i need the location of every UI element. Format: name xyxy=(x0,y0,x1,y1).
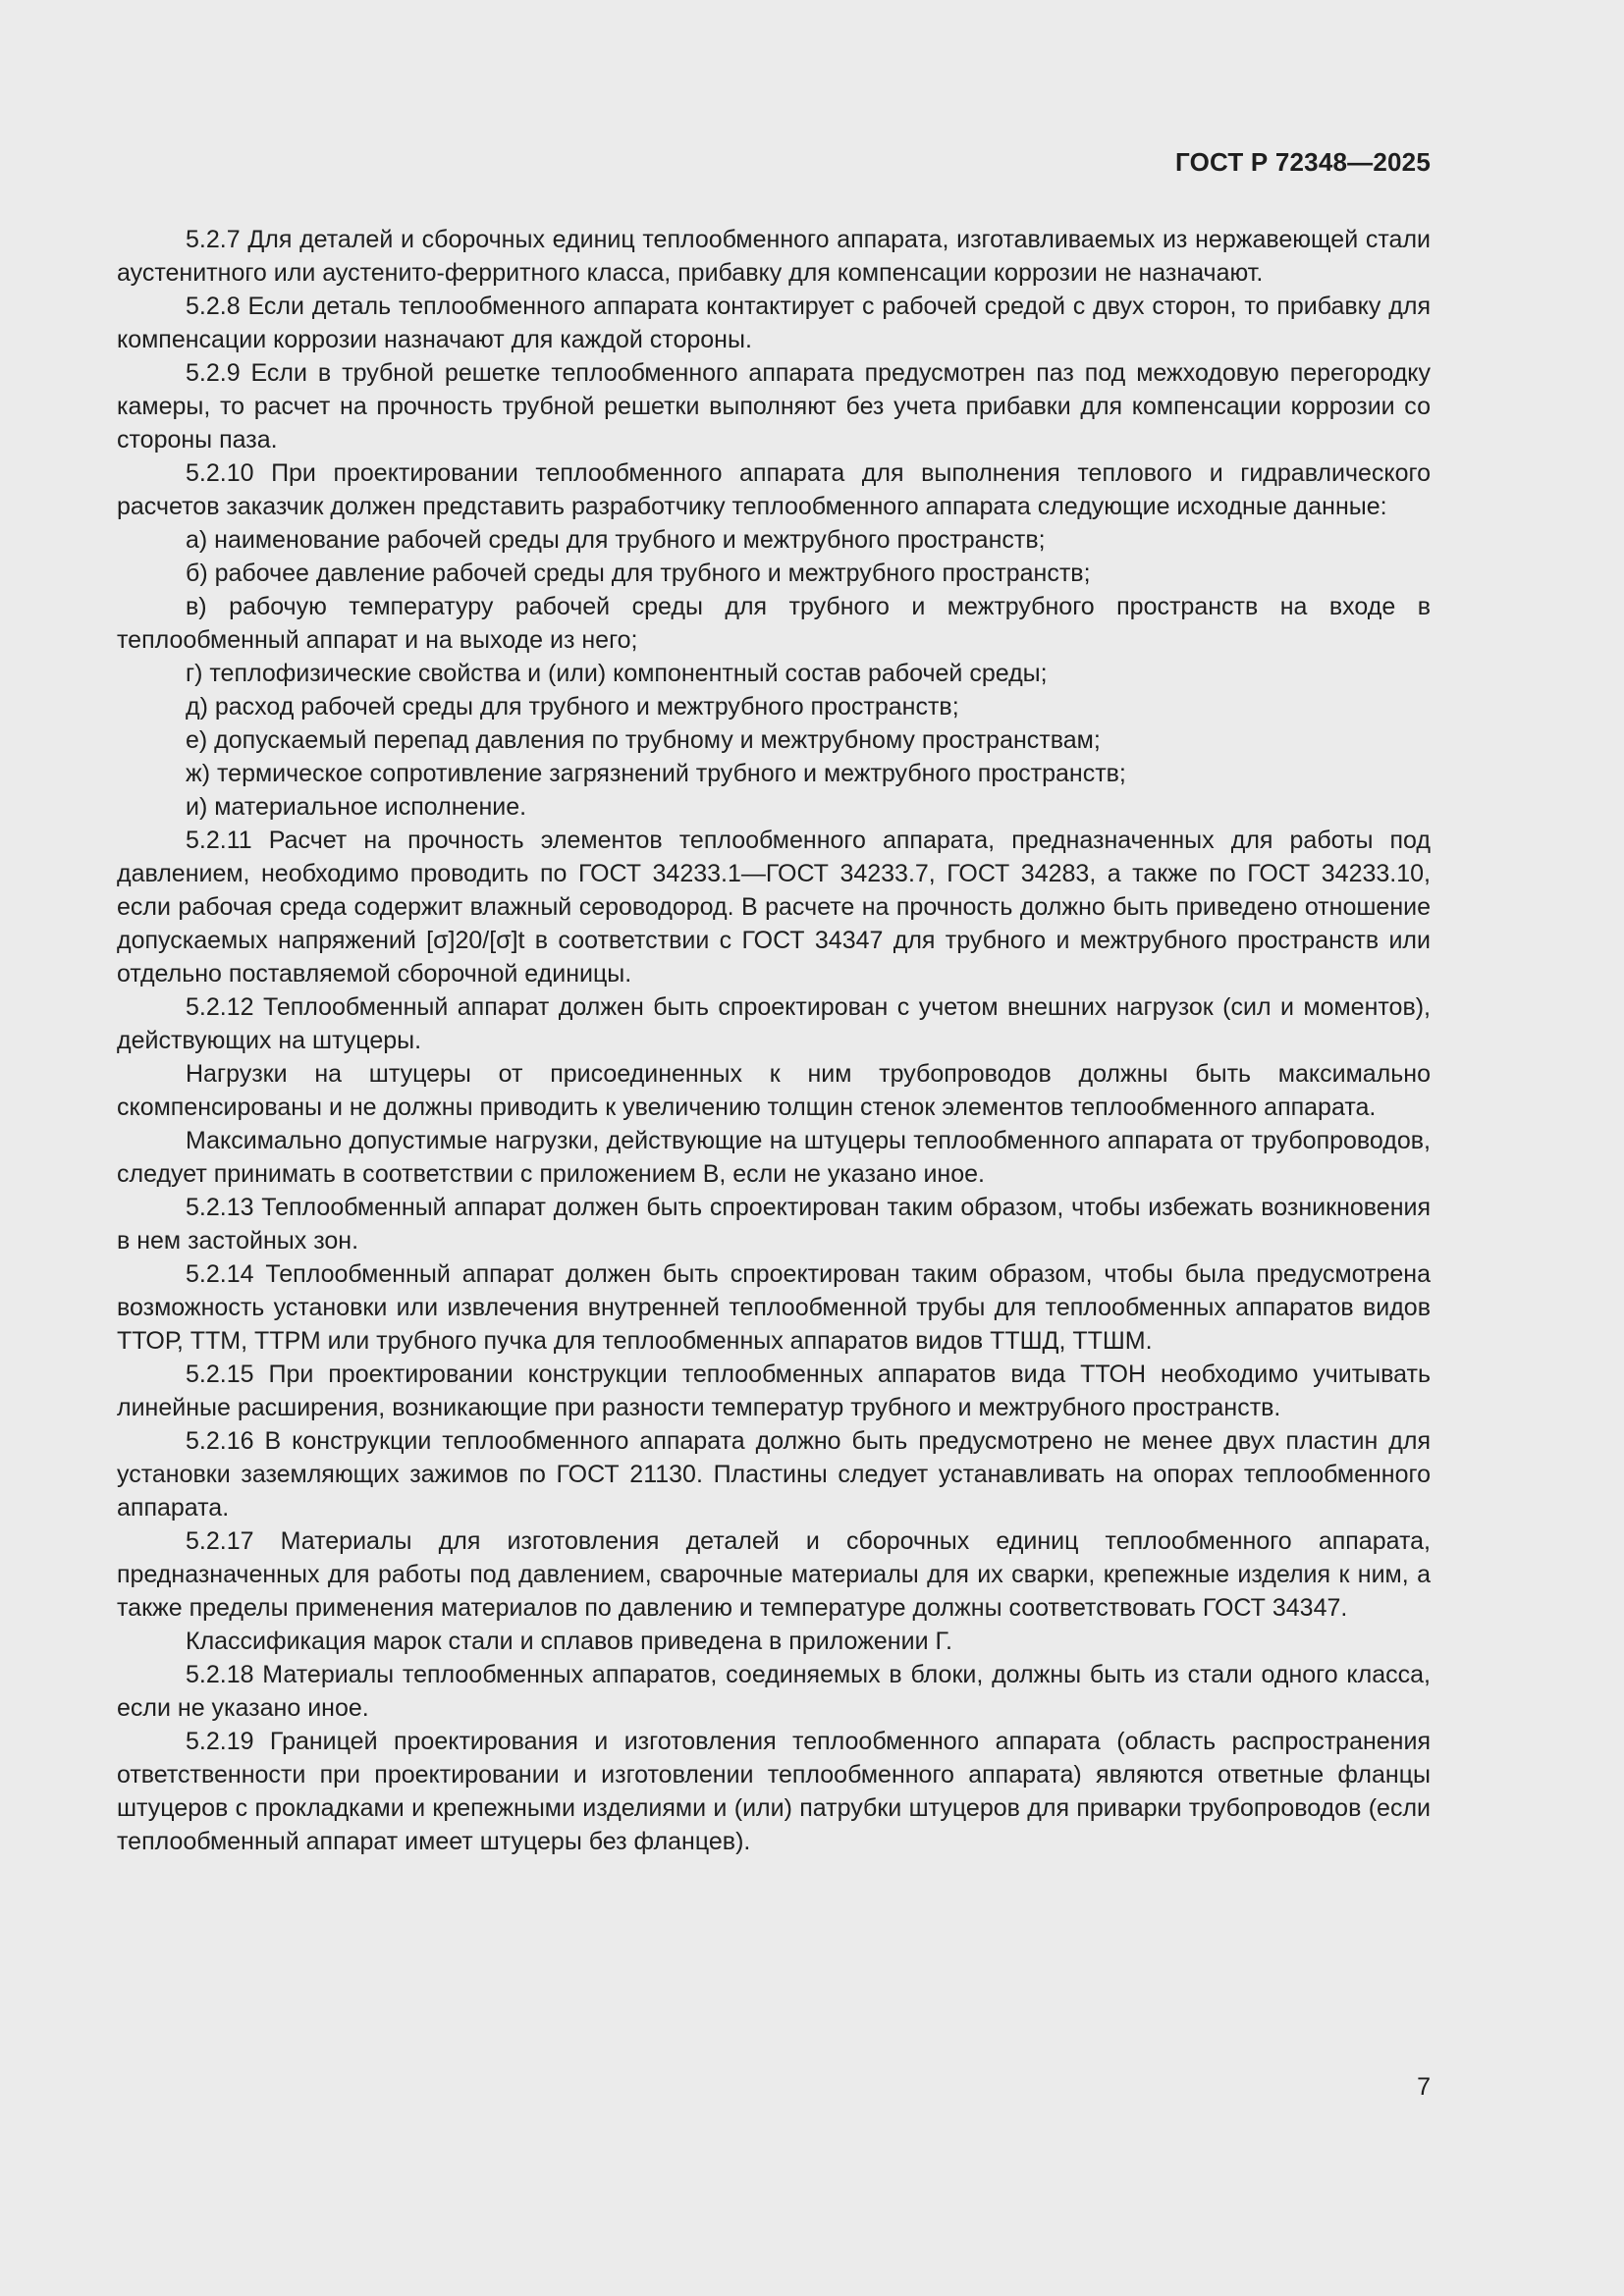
list-item-e: е) допускаемый перепад давления по трубному и межтрубному пространствам; xyxy=(186,726,1101,754)
paragraph-5-2-19: 5.2.19 Границей проектирования и изготовления теплообменного аппарата (область распространения ответственности при проектировании и изготовлении теплообменного аппарата) являются ответные фланцы штуцеров с прокладками и крепежными изделиями и (или) патрубки штуцеров для приварки трубопроводов (если теплообменный аппарат имеет штуцеры без фланцев). xyxy=(117,1728,1431,1855)
list-item-g: г) теплофизические свойства и (или) компонентный состав рабочей среды; xyxy=(186,660,1048,687)
paragraph-5-2-16: 5.2.16 В конструкции теплообменного аппарата должно быть предусмотрено не менее двух пластин для установки заземляющих зажимов по ГОСТ 21130. Пластины следует устанавливать на опорах теплообменного аппарата. xyxy=(117,1427,1431,1522)
paragraph-5-2-13: 5.2.13 Теплообменный аппарат должен быть спроектирован таким образом, чтобы избежать возникновения в нем застойных зон. xyxy=(117,1194,1431,1255)
page-number: 7 xyxy=(1417,2073,1431,2101)
list-item-d: д) расход рабочей среды для трубного и межтрубного пространств; xyxy=(186,693,959,721)
paragraph-5-2-17: 5.2.17 Материалы для изготовления деталей и сборочных единиц теплообменного аппарата, предназначенных для работы под давлением, сварочные материалы для их сварки, крепежные изделия к ним, а также пределы применения материалов по давлению и температуре должны соответствовать ГОСТ 34347. xyxy=(117,1527,1431,1622)
paragraph-5-2-8: 5.2.8 Если деталь теплообменного аппарата контактирует с рабочей средой с двух сторон, то прибавку для компенсации коррозии назначают для каждой стороны. xyxy=(117,293,1431,353)
paragraph-5-2-11: 5.2.11 Расчет на прочность элементов теплообменного аппарата, предназначенных для работы под давлением, необходимо проводить по ГОСТ 34233.1—ГОСТ 34233.7, ГОСТ 34283, а также по ГОСТ 34233.10, если рабочая среда содержит влажный сероводород. В расчете на прочность должно быть приведено отношение допускаемых напряжений [σ]20/[σ]t в соответствии с ГОСТ 34347 для трубного и межтрубного пространств или отдельно поставляемой сборочной единицы. xyxy=(117,827,1431,988)
paragraph-5-2-12: 5.2.12 Теплообменный аппарат должен быть спроектирован с учетом внешних нагрузок (сил и моментов), действующих на штуцеры. xyxy=(117,993,1431,1054)
list-item-b: б) рабочее давление рабочей среды для трубного и межтрубного пространств; xyxy=(186,560,1091,587)
list-item-a: а) наименование рабочей среды для трубного и межтрубного пространств; xyxy=(186,526,1046,554)
paragraph-5-2-14: 5.2.14 Теплообменный аппарат должен быть спроектирован таким образом, чтобы была предусмотрена возможность установки или извлечения внутренней теплообменной трубы для теплообменных аппаратов видов ТТОР, ТТМ, ТТРМ или трубного пучка для теплообменных аппаратов видов ТТШД, ТТШМ. xyxy=(117,1260,1431,1355)
paragraph-5-2-18: 5.2.18 Материалы теплообменных аппаратов, соединяемых в блоки, должны быть из стали одного класса, если не указано иное. xyxy=(117,1661,1431,1722)
paragraph-5-2-15: 5.2.15 При проектировании конструкции теплообменных аппаратов вида ТТОН необходимо учитывать линейные расширения, возникающие при разности температур трубного и межтрубного пространств. xyxy=(117,1361,1431,1421)
paragraph-5-2-9: 5.2.9 Если в трубной решетке теплообменного аппарата предусмотрен паз под межходовую перегородку камеры, то расчет на прочность трубной решетки выполняют без учета прибавки для компенсации коррозии со стороны паза. xyxy=(117,359,1431,454)
paragraph-nozzle-loads: Нагрузки на штуцеры от присоединенных к ним трубопроводов должны быть максимально скомпенсированы и не должны приводить к увеличению толщин стенок элементов теплообменного аппарата. xyxy=(117,1060,1431,1121)
paragraph-max-loads: Максимально допустимые нагрузки, действующие на штуцеры теплообменного аппарата от трубопроводов, следует принимать в соответствии с приложением В, если не указано иное. xyxy=(117,1127,1431,1188)
list-item-v: в) рабочую температуру рабочей среды для трубного и межтрубного пространств на входе в теплообменный аппарат и на выходе из него; xyxy=(117,593,1431,654)
paragraph-5-2-10: 5.2.10 При проектировании теплообменного аппарата для выполнения теплового и гидравлического расчетов заказчик должен представить разработчику теплообменного аппарата следующие исходные данные: xyxy=(117,459,1431,520)
body-text xyxy=(117,223,1431,1858)
document-code-header: ГОСТ Р 72348—2025 xyxy=(1175,147,1431,177)
list-item-i: и) материальное исполнение. xyxy=(186,793,527,821)
paragraph-classification: Классификация марок стали и сплавов приведена в приложении Г. xyxy=(186,1628,952,1655)
paragraph-5-2-7: 5.2.7 Для деталей и сборочных единиц теплообменного аппарата, изготавливаемых из нержавеющей стали аустенитного или аустенито-ферритного класса, прибавку для компенсации коррозии не назначают. xyxy=(117,226,1431,287)
list-item-zh: ж) термическое сопротивление загрязнений трубного и межтрубного пространств; xyxy=(186,760,1126,787)
